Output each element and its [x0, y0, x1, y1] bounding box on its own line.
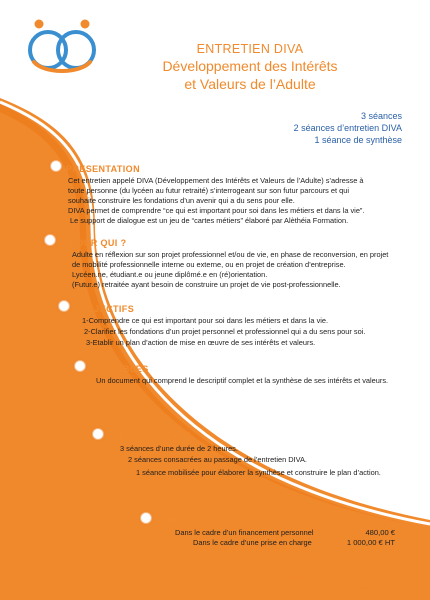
presentation-line: DIVA permet de comprendre “ce qui est important pour soi dans les métiers et dans la vie”.: [68, 206, 365, 215]
pour-qui-heading: POUR QUI ?: [70, 238, 127, 248]
pour-qui-line: Lycéen.ne, étudiant.e ou jeune diplômé.e en (ré)orientation.: [72, 270, 268, 279]
methodologie-line: 2 séances consacrées au passage de l’entretien DIVA.: [128, 455, 307, 464]
methodologie-line: 3 séances d’une durée de 2 heures.: [120, 444, 238, 453]
tarif-label: Dans le cadre d’une prise en charge: [193, 538, 312, 547]
sessions-summary: [294, 110, 402, 146]
objectifs-line: 3-Etablir un plan d’action de mise en œuvre de ses intérêts et valeurs.: [86, 338, 316, 347]
livrables-heading: LIVRABLES: [94, 364, 149, 374]
objectifs-line: 1-Comprendre ce qui est important pour soi dans les métiers et dans la vie.: [82, 316, 329, 325]
footer-email: julien.coach.neuro@gmail.com: [318, 585, 395, 591]
footer-coach-line: Julien RUET Coach professionnel certifié / Praticien DIVA: [230, 575, 373, 581]
pour-qui-line: Adulte en réflexion sur son projet professionnel et/ou de vie, en phase de reconversion, en projet: [72, 250, 389, 259]
livrables-line: Un document qui comprend le descriptif complet et la synthèse de ses intérêts et valeurs.: [96, 376, 389, 385]
methodologie-heading: MÉTHODOLOGIE: [112, 431, 191, 441]
pour-qui-line: de mobilité professionnelle interne ou externe, ou en projet de création d’entreprise.: [72, 260, 346, 269]
section-dot: [58, 300, 70, 312]
diva-logo-icon: [24, 16, 100, 82]
pour-qui-line: (Futur.e) retraitée ayant besoin de construire un projet de vie post-professionnelle.: [72, 280, 341, 289]
title-developpement: Développement des Intérêts: [162, 58, 338, 74]
section-dot: [74, 360, 86, 372]
title-entretien-diva: ENTRETIEN DIVA: [196, 42, 304, 56]
presentation-heading: PRESENTATION: [66, 164, 140, 174]
presentation-line: Le support de dialogue est un jeu de “cartes métiers” élaboré par Alèthéia Formation.: [70, 216, 349, 225]
presentation-line: souhaite construire les fondations d’un avenir qui a du sens pour elle.: [68, 196, 295, 205]
objectifs-heading: OBJECTIFS: [80, 304, 135, 314]
sessions-line: 3 séances: [360, 111, 402, 121]
section-dot: [44, 234, 56, 246]
presentation-line: toute personne (du lycéen au futur retraité) s’interrogeant sur son futur parcours et qui: [68, 186, 349, 195]
tarif-price: 1 000,00 € HT: [346, 538, 395, 547]
section-dot: [50, 160, 62, 172]
footer-phone: Tél : 06.88.47.36.05: [215, 585, 265, 591]
section-dot: [92, 428, 104, 440]
presentation-line: Cet entretien appelé DIVA (Développement des Intérêts et Valeurs de l’Adulte) s’adresse à: [68, 176, 364, 185]
tarif-label: Dans le cadre d’un financement personnel: [175, 528, 314, 537]
sessions-line: 2 séances d’entretien DIVA: [293, 123, 402, 133]
tarif-price: 480,00 €: [365, 528, 395, 537]
tarifs-heading: TARIFS: [162, 515, 197, 525]
sessions-line: 1 séance de synthèse: [314, 135, 402, 145]
methodologie-line: 1 séance mobilisée pour élaborer la synthèse et construire le plan d’action.: [136, 468, 381, 477]
title-valeurs: et Valeurs de l’Adulte: [184, 76, 316, 92]
section-dot: [140, 512, 152, 524]
objectifs-line: 2-Clarifier les fondations d’un projet personnel et professionnel qui a du sens pour soi.: [84, 327, 366, 336]
